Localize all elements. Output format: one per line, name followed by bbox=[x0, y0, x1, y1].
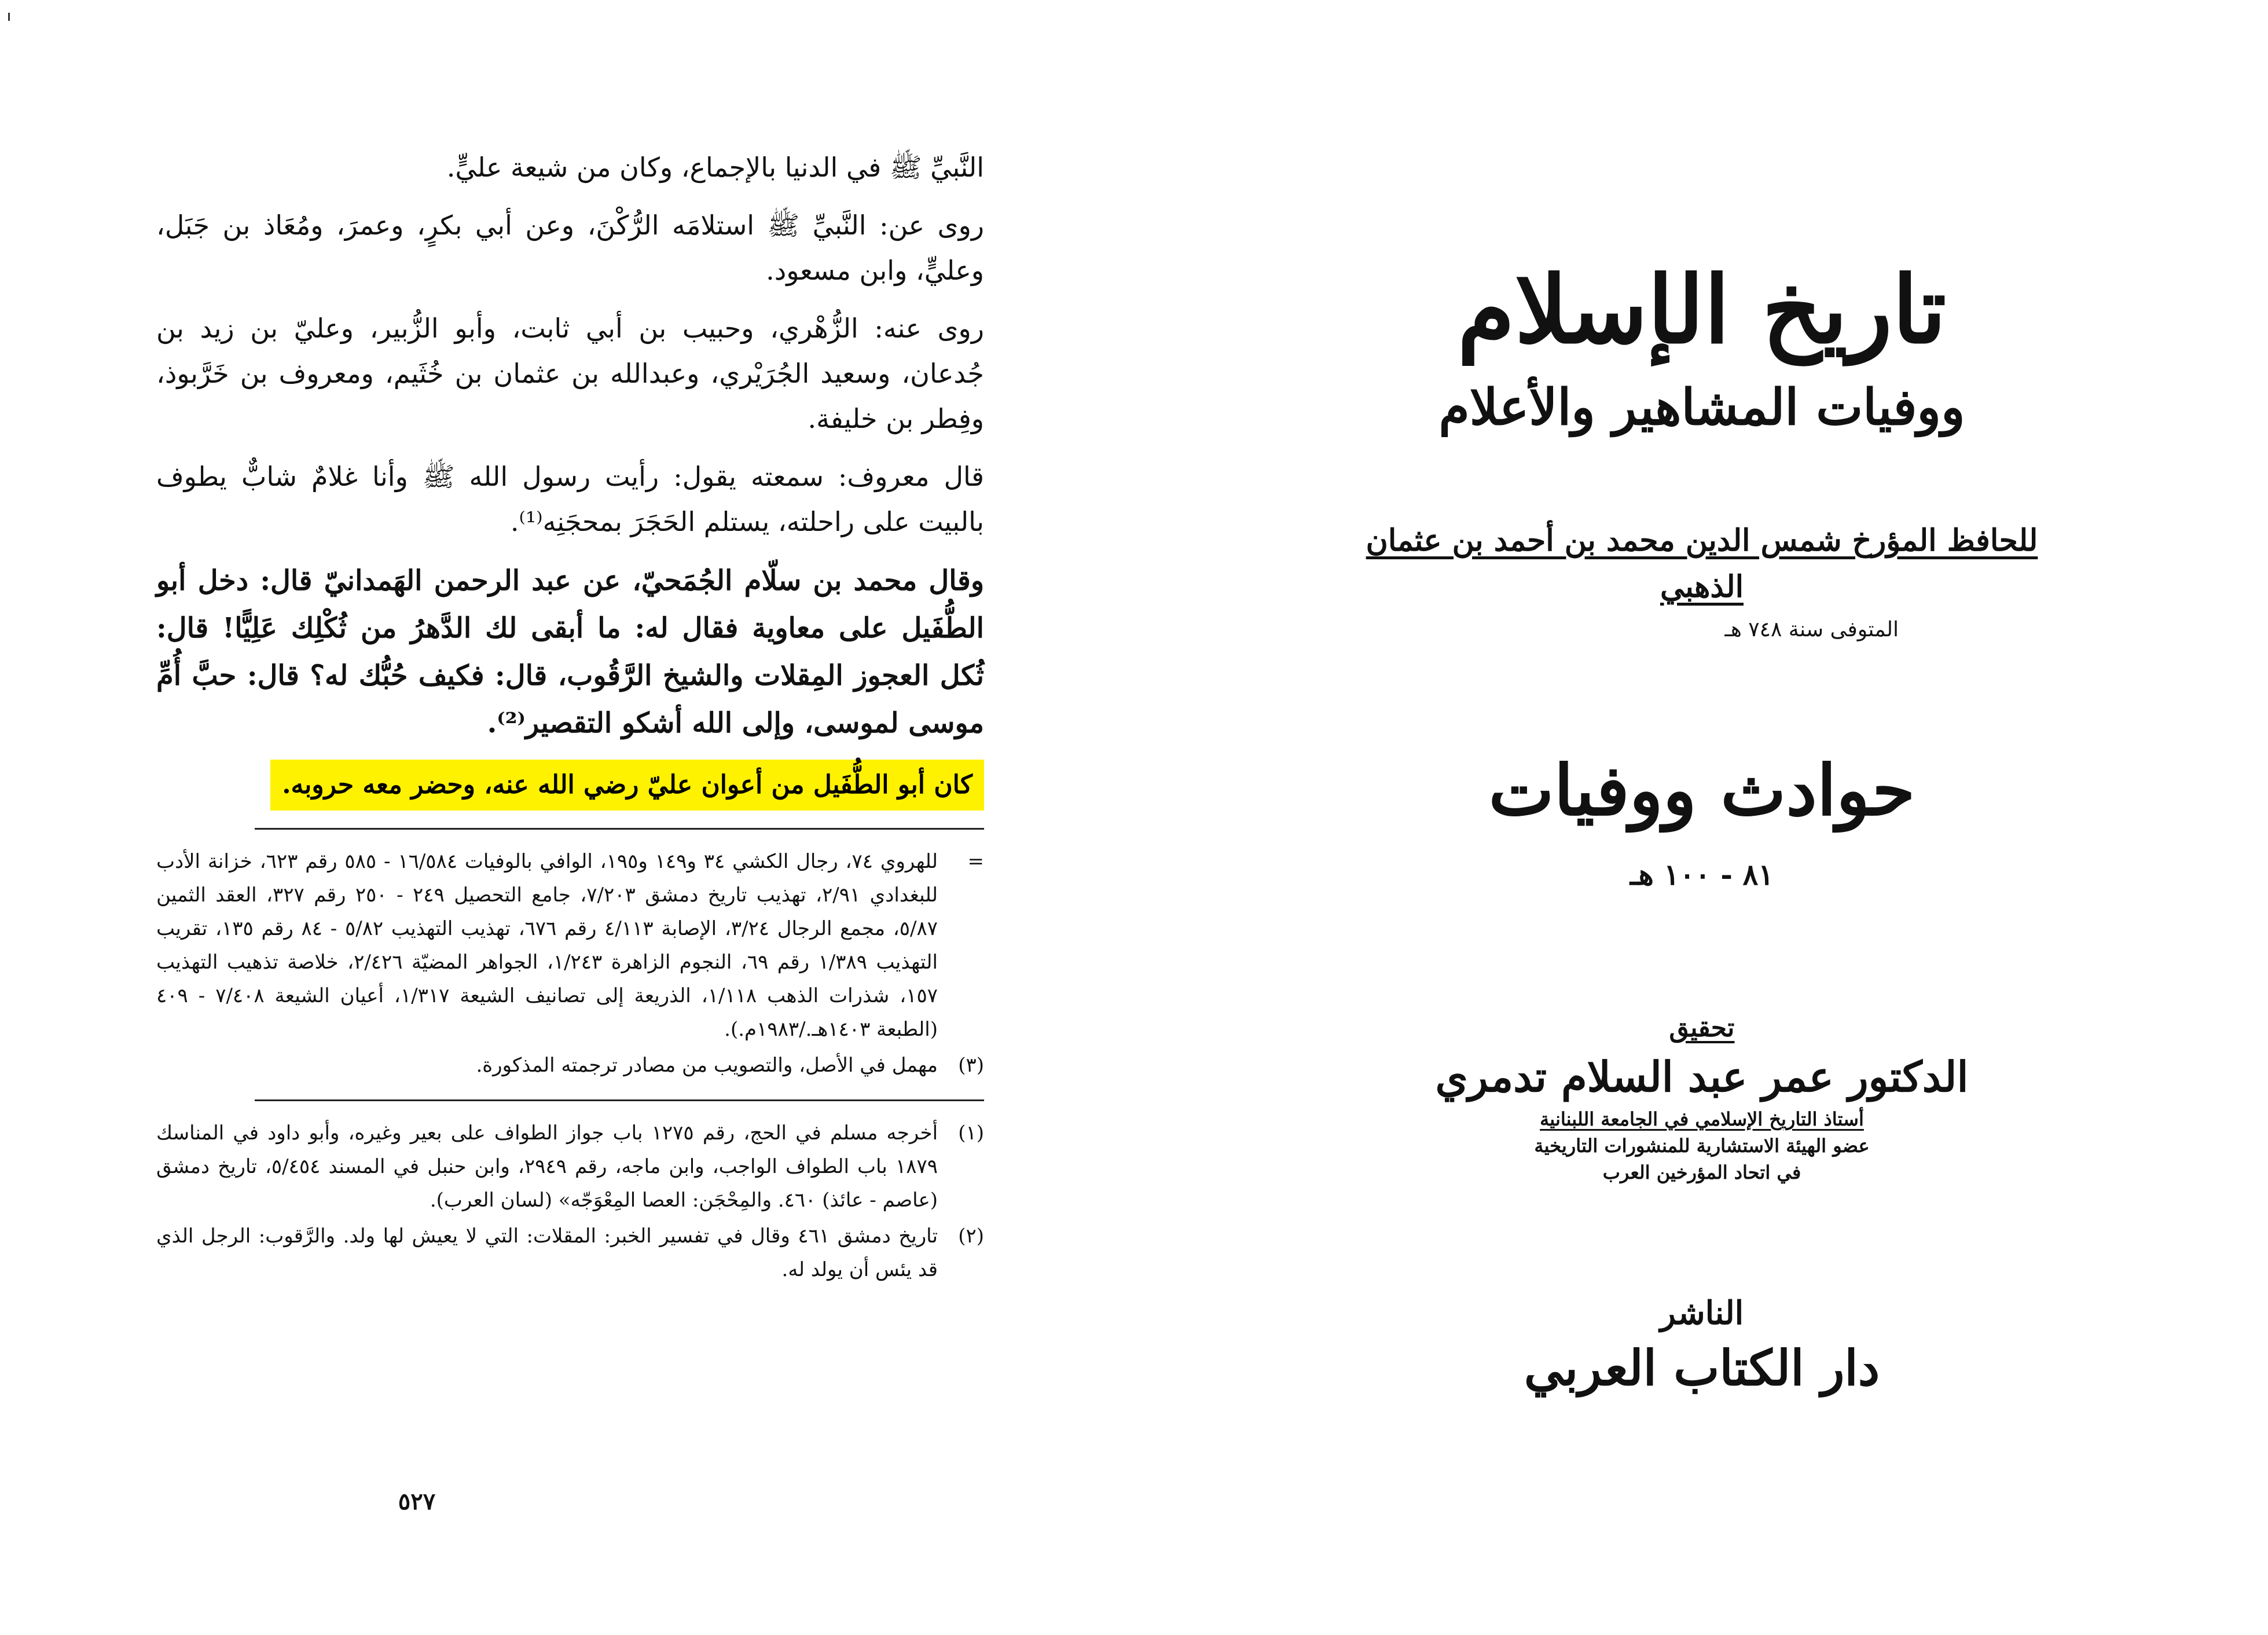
paragraph-1: النَّبيِّ ﷺ في الدنيا بالإجماع، وكان من شيعة عليٍّ. bbox=[446, 152, 984, 183]
book-title: تاريخ الإسلام bbox=[1457, 255, 1947, 364]
publisher-name: دار الكتاب العربي bbox=[1524, 1339, 1880, 1396]
editor-affiliation: أستاذ التاريخ الإسلامي في الجامعة اللبنانية bbox=[1540, 1108, 1864, 1130]
left-page bbox=[156, 145, 984, 1534]
footnotes-bottom bbox=[156, 1116, 984, 1286]
footnote bbox=[156, 1116, 984, 1217]
footnote-divider-top bbox=[255, 828, 984, 830]
publisher-label: الناشر bbox=[1660, 1294, 1744, 1332]
editor-affiliation: عضو الهيئة الاستشارية للمنشورات التاريخية bbox=[1534, 1135, 1870, 1157]
footnote bbox=[156, 1219, 984, 1286]
footnote-text: أخرجه مسلم في الحج، رقم ١٢٧٥ باب جواز الطواف على بعير وغيره، وأبو داود في المناسك ١٨٧٩ باب الطواف الواجب، وابن ماجه، رقم ٢٩٤٩، وابن حنبل في المسند ٥/٤٥٤، تاريخ دمشق (عاصم - عائذ) ٤٦٠. والمِحْجَن: العصا المِعْوَجّه» (لسان العرب). bbox=[156, 1121, 938, 1212]
editor-name: الدكتور عمر عبد السلام تدمري bbox=[1435, 1052, 1969, 1101]
author-line: للحافظ المؤرخ شمس الدين محمد بن أحمد بن عثمان الذهبي bbox=[1366, 523, 2038, 604]
paragraph-3: روى عنه: الزُّهْري، وحبيب بن أبي ثابت، وأبو الزُّبير، وعليّ بن زيد بن جُدعان، وسعيد الجُرَيْري، وعبدالله بن عثمان بن خُثَيم، ومعروف بن خَرَّبوذ، وفِطر بن خليفة. bbox=[156, 313, 984, 434]
footnote-marker: (٣) bbox=[958, 1054, 984, 1077]
footnote-text: تاريخ دمشق ٤٦١ وقال في تفسير الخبر: المقلات: التي لا يعيش لها ولد. والرَّقوب: الرجل الذي قد يئس أن يولد له. bbox=[156, 1225, 938, 1281]
right-page bbox=[1343, 220, 2061, 1552]
editor-affiliation: في اتحاد المؤرخين العرب bbox=[1602, 1161, 1801, 1183]
footnote-marker: (١) bbox=[958, 1121, 984, 1145]
book-subtitle: ووفيات المشاهير والأعلام bbox=[1438, 378, 1965, 437]
highlight-wrap bbox=[156, 760, 984, 811]
footnote-text: للهروي ٧٤، رجال الكشي ٣٤ و١٤٩ و١٩٥، الوافي بالوفيات ١٦/٥٨٤ - ٥٨٥ رقم ٦٢٣، خزانة الأدب للبغدادي ٢/٩١، تهذيب تاريخ دمشق ٧/٢٠٣، جامع التحصيل ٢٤٩ - ٢٥٠ رقم ٣٢٧، العقد الثمين ٥/٨٧، مجمع الرجال ٣/٢٤، الإصابة ٤/١١٣ رقم ٦٧٦، تهذيب التهذيب ٥/٨٢ - ٨٤ رقم ١٣٥، تقريب التهذيب ١/٣٨٩ رقم ٦٩، النجوم الزاهرة ١/٢٤٣، الجواهر المضيّة ٢/٤٢٦، خلاصة تذهيب التهذيب ١٥٧، شذرات الذهب ١/١١٨، الذريعة إلى تصانيف الشيعة ١/٣١٧، أعيان الشيعة ٧/٤٠٨ - ٤٠٩ (الطبعة ١٤٠٣هـ./١٩٨٣م.). bbox=[156, 850, 938, 1041]
year-range: ٨١ - ١٠٠ هـ bbox=[1630, 857, 1774, 892]
paragraph-4: قال معروف: سمعته يقول: رأيت رسول الله ﷺ وأنا غلامٌ شابٌّ يطوف بالبيت على راحلته، يستلم الحَجَرَ بمحجَنِه⁽¹⁾. bbox=[156, 461, 984, 537]
scan-mark bbox=[8, 13, 10, 21]
footnotes-top bbox=[156, 845, 984, 1082]
page-number: ٥٢٧ bbox=[398, 1488, 436, 1515]
section-title: حوادث ووفيات bbox=[1488, 750, 1915, 831]
editor-label: تحقيق bbox=[1669, 1013, 1735, 1043]
paragraph-5: وقال محمد بن سلّام الجُمَحيّ، عن عبد الرحمن الهَمدانيّ قال: دخل أبو الطُّفَيل على معاوية فقال له: ما أبقى لك الدَّهرُ من ثُكْلِك عَلِيًّا! قال: ثُكل العجوز المِقلات والشيخ الرَّقُوب، قال: فكيف حُبُّك له؟ قال: حبَّ أُمِّ موسى لموسى، وإلى الله أشكو التقصير⁽²⁾. bbox=[156, 564, 984, 739]
footnote-divider-bottom bbox=[255, 1099, 984, 1101]
footnote bbox=[156, 1049, 984, 1082]
footnote-marker: (٢) bbox=[958, 1225, 984, 1248]
main-text bbox=[156, 145, 984, 747]
death-date: المتوفى سنة ٧٤٨ هـ bbox=[1724, 618, 1899, 641]
highlighted-sentence: كان أبو الطُّفَيل من أعوان عليّ رضي الله عنه، وحضر معه حروبه. bbox=[270, 760, 984, 811]
footnote-marker: = bbox=[967, 850, 984, 873]
footnote bbox=[156, 845, 984, 1046]
footnote-text: مهمل في الأصل، والتصويب من مصادر ترجمته المذكورة. bbox=[476, 1054, 938, 1077]
paragraph-2: روى عن: النَّبيِّ ﷺ استلامَه الرُّكْنَ، وعن أبي بكرٍ، وعمرَ، ومُعَاذ بن جَبَل، وعليٍّ، وابن مسعود. bbox=[156, 210, 984, 286]
